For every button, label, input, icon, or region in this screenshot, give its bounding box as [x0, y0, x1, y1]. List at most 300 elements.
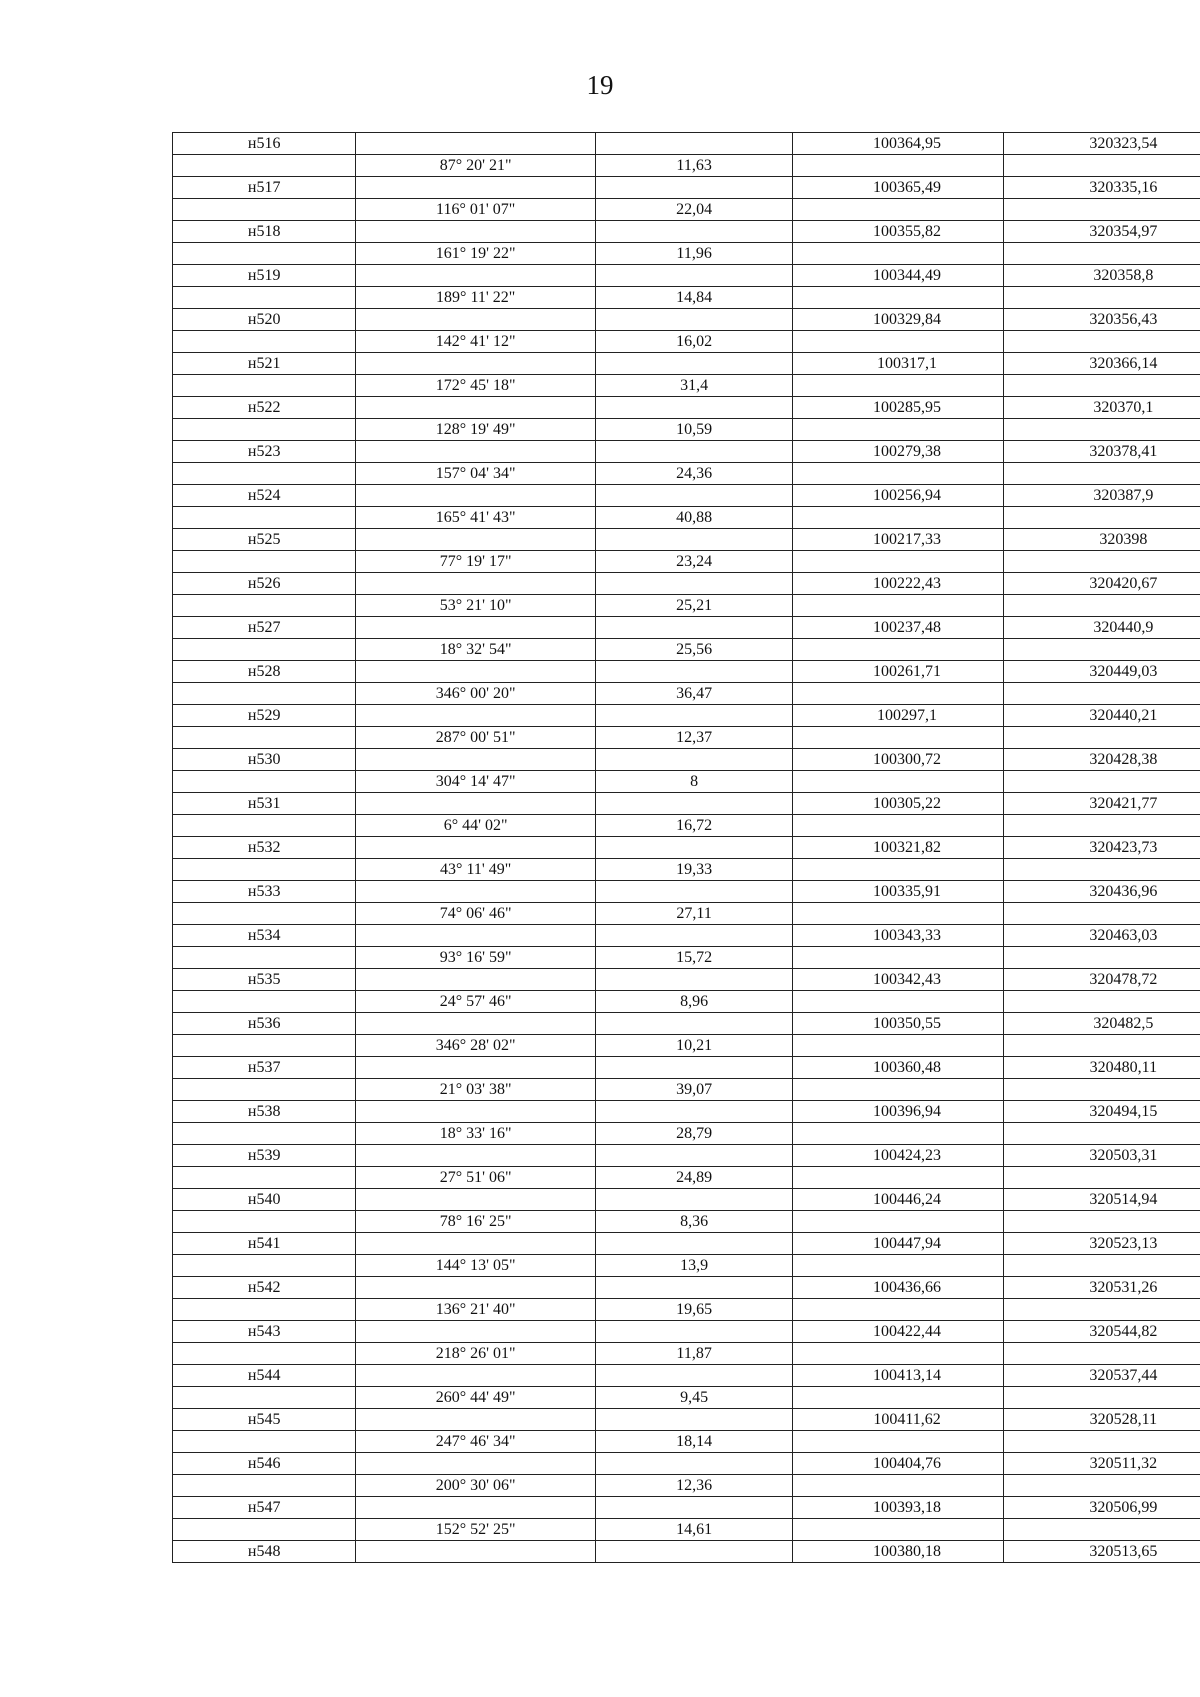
point-cell: н540: [173, 1189, 356, 1211]
x-coordinate-cell: 100436,66: [793, 1277, 1003, 1299]
y-coordinate-cell: 320494,15: [1003, 1101, 1200, 1123]
distance-cell: 8: [595, 771, 792, 793]
x-coordinate-cell: [793, 155, 1003, 177]
x-coordinate-cell: 100305,22: [793, 793, 1003, 815]
distance-cell: [595, 397, 792, 419]
point-cell: [173, 375, 356, 397]
table-row: [173, 969, 1200, 991]
angle-cell: 18° 33' 16": [356, 1123, 596, 1145]
point-cell: [173, 1475, 356, 1497]
table-row: [173, 617, 1200, 639]
x-coordinate-cell: 100393,18: [793, 1497, 1003, 1519]
angle-cell: [356, 969, 596, 991]
point-cell: [173, 1387, 356, 1409]
angle-cell: [356, 265, 596, 287]
distance-cell: [595, 265, 792, 287]
table-row: [173, 1321, 1200, 1343]
x-coordinate-cell: [793, 815, 1003, 837]
table-row: [173, 331, 1200, 353]
table-body: [173, 133, 1200, 1563]
distance-cell: 12,36: [595, 1475, 792, 1497]
point-cell: н531: [173, 793, 356, 815]
distance-cell: [595, 617, 792, 639]
table-row: [173, 309, 1200, 331]
x-coordinate-cell: 100279,38: [793, 441, 1003, 463]
y-coordinate-cell: 320323,54: [1003, 133, 1200, 155]
y-coordinate-cell: [1003, 1475, 1200, 1497]
table-row: [173, 1365, 1200, 1387]
y-coordinate-cell: 320358,8: [1003, 265, 1200, 287]
x-coordinate-cell: [793, 1211, 1003, 1233]
angle-cell: [356, 1321, 596, 1343]
angle-cell: [356, 309, 596, 331]
point-cell: [173, 1035, 356, 1057]
angle-cell: 172° 45' 18": [356, 375, 596, 397]
table-row: [173, 529, 1200, 551]
x-coordinate-cell: 100360,48: [793, 1057, 1003, 1079]
y-coordinate-cell: [1003, 287, 1200, 309]
y-coordinate-cell: [1003, 199, 1200, 221]
point-cell: н526: [173, 573, 356, 595]
distance-cell: 8,36: [595, 1211, 792, 1233]
x-coordinate-cell: [793, 1255, 1003, 1277]
angle-cell: [356, 1057, 596, 1079]
x-coordinate-cell: 100261,71: [793, 661, 1003, 683]
y-coordinate-cell: 320428,38: [1003, 749, 1200, 771]
x-coordinate-cell: [793, 1431, 1003, 1453]
angle-cell: [356, 353, 596, 375]
angle-cell: [356, 221, 596, 243]
y-coordinate-cell: 320440,21: [1003, 705, 1200, 727]
distance-cell: 13,9: [595, 1255, 792, 1277]
angle-cell: 304° 14' 47": [356, 771, 596, 793]
x-coordinate-cell: [793, 463, 1003, 485]
table-row: [173, 1145, 1200, 1167]
distance-cell: [595, 749, 792, 771]
y-coordinate-cell: 320354,97: [1003, 221, 1200, 243]
angle-cell: 21° 03' 38": [356, 1079, 596, 1101]
y-coordinate-cell: 320356,43: [1003, 309, 1200, 331]
angle-cell: 136° 21' 40": [356, 1299, 596, 1321]
y-coordinate-cell: [1003, 991, 1200, 1013]
y-coordinate-cell: 320366,14: [1003, 353, 1200, 375]
y-coordinate-cell: [1003, 683, 1200, 705]
x-coordinate-cell: 100237,48: [793, 617, 1003, 639]
angle-cell: 200° 30' 06": [356, 1475, 596, 1497]
angle-cell: [356, 881, 596, 903]
x-coordinate-cell: [793, 1519, 1003, 1541]
distance-cell: [595, 1145, 792, 1167]
table-row: [173, 925, 1200, 947]
y-coordinate-cell: 320480,11: [1003, 1057, 1200, 1079]
x-coordinate-cell: 100342,43: [793, 969, 1003, 991]
table-row: [173, 463, 1200, 485]
table-row: [173, 683, 1200, 705]
y-coordinate-cell: [1003, 1519, 1200, 1541]
angle-cell: [356, 1365, 596, 1387]
x-coordinate-cell: 100447,94: [793, 1233, 1003, 1255]
table-row: [173, 815, 1200, 837]
y-coordinate-cell: [1003, 551, 1200, 573]
table-row: [173, 1541, 1200, 1563]
point-cell: [173, 1431, 356, 1453]
point-cell: [173, 1211, 356, 1233]
table-row: [173, 243, 1200, 265]
y-coordinate-cell: 320420,67: [1003, 573, 1200, 595]
table-row: [173, 221, 1200, 243]
angle-cell: 346° 28' 02": [356, 1035, 596, 1057]
distance-cell: 24,89: [595, 1167, 792, 1189]
distance-cell: 28,79: [595, 1123, 792, 1145]
table-row: [173, 1123, 1200, 1145]
angle-cell: 165° 41' 43": [356, 507, 596, 529]
distance-cell: [595, 353, 792, 375]
point-cell: н532: [173, 837, 356, 859]
table-row: [173, 1497, 1200, 1519]
point-cell: [173, 1299, 356, 1321]
table-row: [173, 661, 1200, 683]
y-coordinate-cell: 320514,94: [1003, 1189, 1200, 1211]
table-row: [173, 1211, 1200, 1233]
table-row: [173, 1343, 1200, 1365]
x-coordinate-cell: 100350,55: [793, 1013, 1003, 1035]
angle-cell: 142° 41' 12": [356, 331, 596, 353]
distance-cell: [595, 1101, 792, 1123]
point-cell: [173, 155, 356, 177]
distance-cell: 16,02: [595, 331, 792, 353]
distance-cell: [595, 1365, 792, 1387]
distance-cell: [595, 1057, 792, 1079]
point-cell: н542: [173, 1277, 356, 1299]
point-cell: [173, 507, 356, 529]
angle-cell: 74° 06' 46": [356, 903, 596, 925]
point-cell: [173, 331, 356, 353]
distance-cell: 25,56: [595, 639, 792, 661]
table-row: [173, 1409, 1200, 1431]
x-coordinate-cell: 100404,76: [793, 1453, 1003, 1475]
y-coordinate-cell: [1003, 1123, 1200, 1145]
angle-cell: 78° 16' 25": [356, 1211, 596, 1233]
y-coordinate-cell: [1003, 947, 1200, 969]
angle-cell: [356, 1233, 596, 1255]
distance-cell: 36,47: [595, 683, 792, 705]
point-cell: [173, 771, 356, 793]
x-coordinate-cell: [793, 991, 1003, 1013]
point-cell: н516: [173, 133, 356, 155]
table-row: [173, 375, 1200, 397]
angle-cell: 144° 13' 05": [356, 1255, 596, 1277]
point-cell: н536: [173, 1013, 356, 1035]
angle-cell: [356, 749, 596, 771]
angle-cell: [356, 1277, 596, 1299]
distance-cell: 16,72: [595, 815, 792, 837]
point-cell: [173, 419, 356, 441]
distance-cell: [595, 661, 792, 683]
distance-cell: 10,59: [595, 419, 792, 441]
table-row: [173, 1255, 1200, 1277]
x-coordinate-cell: [793, 1079, 1003, 1101]
point-cell: н525: [173, 529, 356, 551]
angle-cell: 260° 44' 49": [356, 1387, 596, 1409]
distance-cell: [595, 705, 792, 727]
x-coordinate-cell: [793, 375, 1003, 397]
angle-cell: [356, 1189, 596, 1211]
y-coordinate-cell: [1003, 815, 1200, 837]
table-row: [173, 1013, 1200, 1035]
angle-cell: 161° 19' 22": [356, 243, 596, 265]
distance-cell: [595, 309, 792, 331]
distance-cell: 8,96: [595, 991, 792, 1013]
point-cell: [173, 639, 356, 661]
point-cell: н519: [173, 265, 356, 287]
distance-cell: 11,96: [595, 243, 792, 265]
angle-cell: 287° 00' 51": [356, 727, 596, 749]
table-row: [173, 837, 1200, 859]
point-cell: н537: [173, 1057, 356, 1079]
distance-cell: [595, 485, 792, 507]
distance-cell: 12,37: [595, 727, 792, 749]
x-coordinate-cell: 100355,82: [793, 221, 1003, 243]
y-coordinate-cell: [1003, 331, 1200, 353]
point-cell: н545: [173, 1409, 356, 1431]
table-row: [173, 903, 1200, 925]
distance-cell: 22,04: [595, 199, 792, 221]
y-coordinate-cell: [1003, 1079, 1200, 1101]
distance-cell: 27,11: [595, 903, 792, 925]
y-coordinate-cell: 320440,9: [1003, 617, 1200, 639]
x-coordinate-cell: 100329,84: [793, 309, 1003, 331]
distance-cell: [595, 1541, 792, 1563]
angle-cell: 77° 19' 17": [356, 551, 596, 573]
y-coordinate-cell: 320523,13: [1003, 1233, 1200, 1255]
y-coordinate-cell: 320463,03: [1003, 925, 1200, 947]
angle-cell: 27° 51' 06": [356, 1167, 596, 1189]
angle-cell: [356, 177, 596, 199]
table-row: [173, 1035, 1200, 1057]
angle-cell: [356, 1409, 596, 1431]
distance-cell: [595, 133, 792, 155]
point-cell: н528: [173, 661, 356, 683]
x-coordinate-cell: 100364,95: [793, 133, 1003, 155]
angle-cell: 87° 20' 21": [356, 155, 596, 177]
angle-cell: 43° 11' 49": [356, 859, 596, 881]
y-coordinate-cell: [1003, 1387, 1200, 1409]
x-coordinate-cell: 100413,14: [793, 1365, 1003, 1387]
point-cell: [173, 463, 356, 485]
x-coordinate-cell: [793, 1035, 1003, 1057]
distance-cell: 23,24: [595, 551, 792, 573]
y-coordinate-cell: 320378,41: [1003, 441, 1200, 463]
table-row: [173, 595, 1200, 617]
distance-cell: [595, 881, 792, 903]
angle-cell: 53° 21' 10": [356, 595, 596, 617]
x-coordinate-cell: 100256,94: [793, 485, 1003, 507]
x-coordinate-cell: 100343,33: [793, 925, 1003, 947]
x-coordinate-cell: [793, 859, 1003, 881]
x-coordinate-cell: [793, 551, 1003, 573]
distance-cell: 19,33: [595, 859, 792, 881]
table-row: [173, 1057, 1200, 1079]
distance-cell: [595, 1409, 792, 1431]
point-cell: н530: [173, 749, 356, 771]
page-number: 19: [586, 70, 614, 100]
table-row: [173, 859, 1200, 881]
distance-cell: 31,4: [595, 375, 792, 397]
y-coordinate-cell: [1003, 1035, 1200, 1057]
angle-cell: 157° 04' 34": [356, 463, 596, 485]
point-cell: н522: [173, 397, 356, 419]
angle-cell: [356, 529, 596, 551]
y-coordinate-cell: 320544,82: [1003, 1321, 1200, 1343]
distance-cell: [595, 1233, 792, 1255]
x-coordinate-cell: 100411,62: [793, 1409, 1003, 1431]
distance-cell: [595, 221, 792, 243]
point-cell: н533: [173, 881, 356, 903]
distance-cell: 11,63: [595, 155, 792, 177]
distance-cell: [595, 1189, 792, 1211]
table-row: [173, 1387, 1200, 1409]
x-coordinate-cell: 100300,72: [793, 749, 1003, 771]
point-cell: [173, 1079, 356, 1101]
x-coordinate-cell: [793, 903, 1003, 925]
table-row: [173, 1167, 1200, 1189]
y-coordinate-cell: [1003, 1211, 1200, 1233]
distance-cell: [595, 177, 792, 199]
point-cell: [173, 287, 356, 309]
y-coordinate-cell: 320482,5: [1003, 1013, 1200, 1035]
x-coordinate-cell: [793, 1387, 1003, 1409]
table-row: [173, 749, 1200, 771]
x-coordinate-cell: [793, 1343, 1003, 1365]
y-coordinate-cell: 320531,26: [1003, 1277, 1200, 1299]
table-row: [173, 1079, 1200, 1101]
y-coordinate-cell: [1003, 1431, 1200, 1453]
y-coordinate-cell: [1003, 507, 1200, 529]
angle-cell: [356, 573, 596, 595]
x-coordinate-cell: 100317,1: [793, 353, 1003, 375]
table-row: [173, 727, 1200, 749]
y-coordinate-cell: 320436,96: [1003, 881, 1200, 903]
distance-cell: [595, 837, 792, 859]
point-cell: н523: [173, 441, 356, 463]
point-cell: н548: [173, 1541, 356, 1563]
point-cell: н539: [173, 1145, 356, 1167]
distance-cell: [595, 1013, 792, 1035]
distance-cell: 14,84: [595, 287, 792, 309]
y-coordinate-cell: [1003, 1255, 1200, 1277]
table-row: [173, 705, 1200, 727]
y-coordinate-cell: 320511,32: [1003, 1453, 1200, 1475]
point-cell: [173, 859, 356, 881]
x-coordinate-cell: [793, 947, 1003, 969]
y-coordinate-cell: [1003, 859, 1200, 881]
distance-cell: 25,21: [595, 595, 792, 617]
table-row: [173, 199, 1200, 221]
point-cell: н541: [173, 1233, 356, 1255]
angle-cell: [356, 133, 596, 155]
x-coordinate-cell: [793, 595, 1003, 617]
angle-cell: [356, 397, 596, 419]
angle-cell: [356, 1453, 596, 1475]
angle-cell: 189° 11' 22": [356, 287, 596, 309]
x-coordinate-cell: 100446,24: [793, 1189, 1003, 1211]
table-row: [173, 1299, 1200, 1321]
y-coordinate-cell: 320506,99: [1003, 1497, 1200, 1519]
point-cell: н517: [173, 177, 356, 199]
y-coordinate-cell: 320335,16: [1003, 177, 1200, 199]
point-cell: н543: [173, 1321, 356, 1343]
y-coordinate-cell: 320449,03: [1003, 661, 1200, 683]
y-coordinate-cell: [1003, 903, 1200, 925]
y-coordinate-cell: 320537,44: [1003, 1365, 1200, 1387]
y-coordinate-cell: 320478,72: [1003, 969, 1200, 991]
angle-cell: [356, 1101, 596, 1123]
x-coordinate-cell: [793, 639, 1003, 661]
table-row: [173, 1431, 1200, 1453]
x-coordinate-cell: [793, 419, 1003, 441]
distance-cell: [595, 529, 792, 551]
x-coordinate-cell: 100396,94: [793, 1101, 1003, 1123]
angle-cell: [356, 793, 596, 815]
coordinates-table: [172, 132, 1200, 1563]
x-coordinate-cell: 100222,43: [793, 573, 1003, 595]
angle-cell: 18° 32' 54": [356, 639, 596, 661]
y-coordinate-cell: [1003, 771, 1200, 793]
y-coordinate-cell: 320503,31: [1003, 1145, 1200, 1167]
x-coordinate-cell: [793, 331, 1003, 353]
y-coordinate-cell: [1003, 595, 1200, 617]
point-cell: [173, 991, 356, 1013]
angle-cell: [356, 441, 596, 463]
x-coordinate-cell: [793, 1167, 1003, 1189]
point-cell: н546: [173, 1453, 356, 1475]
y-coordinate-cell: [1003, 419, 1200, 441]
table-row: [173, 155, 1200, 177]
table-row: [173, 419, 1200, 441]
x-coordinate-cell: 100365,49: [793, 177, 1003, 199]
point-cell: [173, 1123, 356, 1145]
point-cell: н518: [173, 221, 356, 243]
x-coordinate-cell: [793, 1299, 1003, 1321]
table-row: [173, 1453, 1200, 1475]
distance-cell: 24,36: [595, 463, 792, 485]
x-coordinate-cell: [793, 287, 1003, 309]
point-cell: н544: [173, 1365, 356, 1387]
y-coordinate-cell: 320387,9: [1003, 485, 1200, 507]
table-row: [173, 507, 1200, 529]
point-cell: н535: [173, 969, 356, 991]
point-cell: н524: [173, 485, 356, 507]
y-coordinate-cell: [1003, 727, 1200, 749]
table-row: [173, 573, 1200, 595]
y-coordinate-cell: 320370,1: [1003, 397, 1200, 419]
angle-cell: 218° 26' 01": [356, 1343, 596, 1365]
x-coordinate-cell: [793, 683, 1003, 705]
point-cell: [173, 947, 356, 969]
x-coordinate-cell: [793, 771, 1003, 793]
table-row: [173, 1519, 1200, 1541]
y-coordinate-cell: 320421,77: [1003, 793, 1200, 815]
y-coordinate-cell: 320513,65: [1003, 1541, 1200, 1563]
table-row: [173, 551, 1200, 573]
table-row: [173, 441, 1200, 463]
point-cell: [173, 1255, 356, 1277]
table-row: [173, 353, 1200, 375]
table-row: [173, 1189, 1200, 1211]
table-row: [173, 881, 1200, 903]
angle-cell: [356, 661, 596, 683]
angle-cell: 93° 16' 59": [356, 947, 596, 969]
